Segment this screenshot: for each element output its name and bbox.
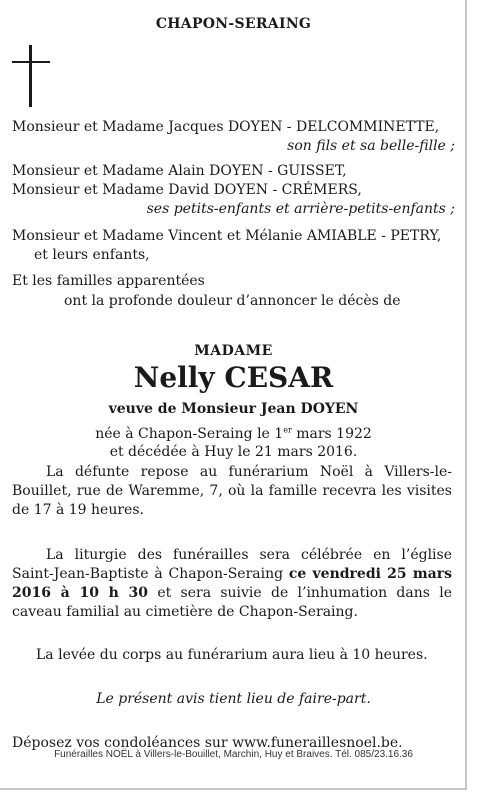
family-line-1: Monsieur et Madame Jacques DOYEN - DELCOMMINETTE, (12, 119, 440, 135)
condolences-line: Déposez vos condoléances sur www.funeraillesnoel.be. (12, 735, 403, 751)
birth-date: mars 1922 (291, 426, 372, 442)
birth-ordinal: er (283, 425, 292, 435)
funerarium-paragraph: La défunte repose au funérarium Noël à Villers-le-Bouillet, rue de Waremme, 7, où la famille recevra les visites de 17 à 19 heures. (12, 464, 452, 518)
birth-text: née à Chapon-Seraing le 1 (95, 426, 284, 442)
deceased-name: Nelly CESAR (133, 361, 334, 394)
family-line-2: Monsieur et Madame Alain DOYEN - GUISSET, (12, 163, 347, 179)
family-role-3: ses petits-enfants et arrière-petits-enfants ; (146, 201, 455, 217)
levee-line: La levée du corps au funérarium aura lieu à 10 heures. (36, 647, 428, 663)
liturgy-text: La liturgie des funérailles sera célébrée en l’église Saint-Jean-Baptiste à Chapon-Seraing (12, 547, 452, 582)
family-line-3: Monsieur et Madame David DOYEN - CRÉMERS, (12, 182, 362, 198)
announcement-line: ont la profonde douleur d’annoncer le décès de (64, 293, 401, 309)
liturgy-paragraph (12, 546, 452, 622)
town-header: CHAPON-SERAING (155, 16, 312, 32)
deceased-widow: veuve de Monsieur Jean DOYEN (108, 401, 359, 417)
family-role-1: son fils et sa belle-fille ; (287, 138, 455, 154)
birth-line (0, 425, 467, 444)
cross-icon (12, 45, 50, 107)
liturgy-burial: et sera suivie de l’inhumation dans le caveau familial au cimetière de Chapon-Seraing. (12, 585, 452, 620)
family-line-6: Et les familles apparentées (12, 273, 205, 289)
family-line-4: Monsieur et Madame Vincent et Mélanie AMIABLE - PETRY, (12, 228, 442, 244)
liturgy-date: ce vendredi 25 mars 2016 à 10 h 30 (12, 566, 452, 601)
death-line: et décédée à Huy le 21 mars 2016. (109, 444, 358, 460)
family-line-5: et leurs enfants, (34, 247, 150, 263)
footer-text: Funérailles NOËL à Villers-le-Bouillet, Marchin, Huy et Braives. Tél. 085/23.16.36 (54, 749, 413, 760)
deceased-title: MADAME (194, 343, 273, 359)
notice-line: Le présent avis tient lieu de faire-part. (96, 691, 371, 707)
